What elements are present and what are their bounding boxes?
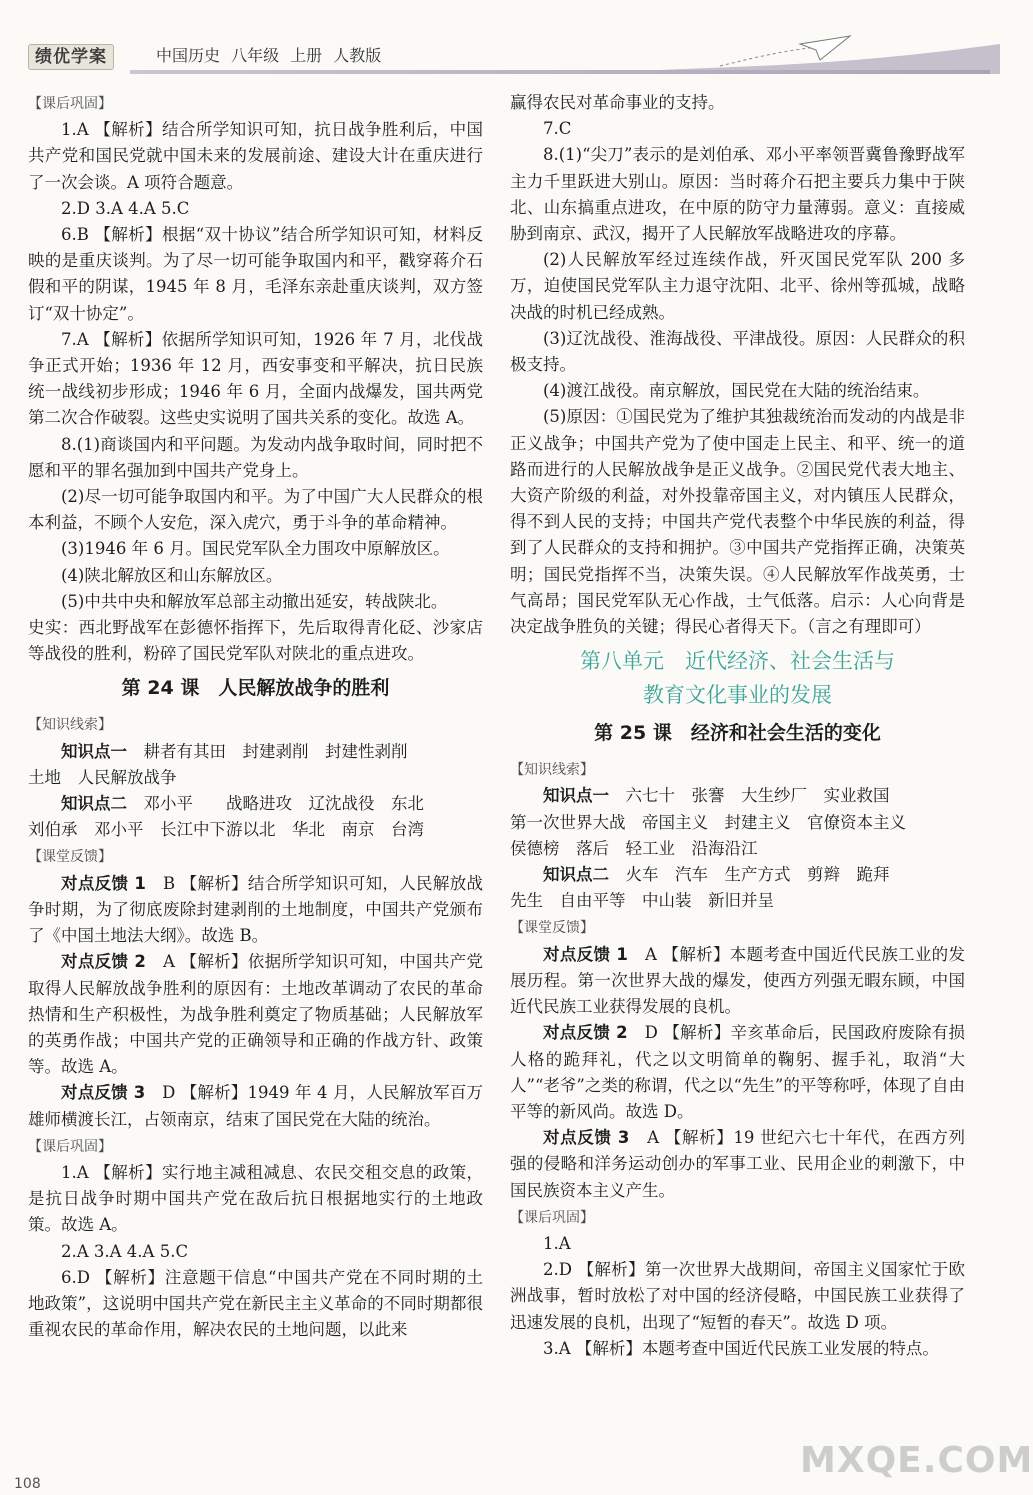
knowledge-point bbox=[510, 862, 965, 888]
feedback-label: 对点反馈 1 bbox=[543, 944, 628, 964]
answer-item: 1.A bbox=[543, 1233, 571, 1253]
knowledge-point-cont: 刘伯承 邓小平 长江中下游以北 华北 南京 台湾 bbox=[28, 820, 424, 840]
answer-item: 2.D 【解析】第一次世界大战期间，帝国主义国家忙于欧洲战事，暂时放松了对中国的经济侵略，中国民族工业获得了迅速发展的良机，出现了“短暂的春天”。故选 D 项。 bbox=[510, 1260, 965, 1332]
answer-item: 2.D 3.A 4.A 5.C bbox=[61, 198, 190, 218]
feedback-label: 对点反馈 3 bbox=[543, 1128, 630, 1148]
feedback-item bbox=[28, 871, 483, 950]
watermark: MXQE.COM bbox=[800, 1440, 1033, 1481]
section-tag: 【课后巩固】 bbox=[28, 1138, 112, 1155]
knowledge-point-cont: 先生 自由平等 中山装 新旧并呈 bbox=[510, 891, 774, 911]
kp-text: 六七十 张謇 大生纱厂 实业救国 bbox=[625, 786, 890, 806]
unit-title bbox=[510, 644, 965, 712]
knowledge-point-cont: 侯德榜 落后 轻工业 沿海沿江 bbox=[510, 838, 758, 858]
section-tag: 【课后巩固】 bbox=[510, 1209, 594, 1226]
feedback-label: 对点反馈 3 bbox=[61, 1083, 146, 1103]
answer-item: 史实：西北野战军在彭德怀指挥下，先后取得青化砭、沙家店等战役的胜利，粉碎了国民党军队对陕北的重点进攻。 bbox=[28, 618, 483, 664]
answer-item: 7.A 【解析】依据所学知识可知，1926 年 7 月，北伐战争正式开始；1936 年 12 月，西安事变和平解决，抗日民族统一战线初步形成；1946 年 6 月，全面内战爆发，国共两党第二次合作破裂。这些史实说明了国共关系的变化。故选 A。 bbox=[28, 329, 483, 428]
section-tag: 【课堂反馈】 bbox=[28, 849, 112, 866]
paper-plane-icon bbox=[660, 36, 1000, 74]
kp-label: 知识点二 bbox=[61, 794, 127, 814]
feedback-item bbox=[28, 1080, 483, 1132]
feedback-label: 对点反馈 2 bbox=[543, 1023, 628, 1043]
feedback-label: 对点反馈 1 bbox=[61, 873, 146, 893]
answer-item: (2)尽一切可能争取国内和平。为了中国广大人民群众的根本利益，不顾个人安危，深入虎穴，勇于斗争的革命精神。 bbox=[28, 487, 483, 533]
answer-item: 6.B 【解析】根据“双十协议”结合所学知识可知，材料反映的是重庆谈判。为了尽一切可能争取国内和平，戳穿蒋介石假和平的阴谋，1945 年 8 月，毛泽东亲赴重庆谈判，双方签订“双十协定”。 bbox=[28, 225, 483, 323]
answer-item: 8.(1)商谈国内和平问题。为发动内战争取时间，同时把不愿和平的罪名强加到中国共产党身上。 bbox=[28, 434, 483, 480]
feedback-item bbox=[510, 1125, 965, 1204]
feedback-item bbox=[510, 942, 965, 1021]
knowledge-point bbox=[28, 791, 483, 817]
answer-item: 1.A 【解析】实行地主减租减息、农民交租交息的政策，是抗日战争时期中国共产党在敌后抗日根据地实行的土地政策。故选 A。 bbox=[28, 1162, 483, 1235]
answer-item: (4)陕北解放区和山东解放区。 bbox=[61, 565, 283, 585]
knowledge-point bbox=[28, 739, 483, 765]
answer-item: 1.A 【解析】结合所学知识可知，抗日战争胜利后，中国共产党和国民党就中国未来的发展前途、建设大计在重庆进行了一次会谈。A 项符合题意。 bbox=[28, 120, 483, 192]
answer-item: 2.A 3.A 4.A 5.C bbox=[61, 1241, 189, 1261]
feedback-item bbox=[28, 949, 483, 1080]
answer-item: 3.A 【解析】本题考查中国近代民族工业发展的特点。 bbox=[543, 1338, 939, 1358]
knowledge-point-cont: 第一次世界大战 帝国主义 封建主义 官僚资本主义 bbox=[510, 812, 906, 832]
unit-title-line: 第八单元 近代经济、社会生活与 bbox=[580, 649, 895, 674]
feedback-text: A 【解析】依据所学知识可知，中国共产党取得人民解放战争胜利的原因有：土地改革调动了农民的革命热情和生产积极性，为战争胜利奠定了物质基础；人民解放军的英勇作战；中国共产党的正确领导和正确的作战方针、政策等。故选 A。 bbox=[28, 952, 484, 1077]
knowledge-point bbox=[510, 783, 965, 809]
unit-title-line: 教育文化事业的发展 bbox=[643, 683, 832, 708]
feedback-label: 对点反馈 2 bbox=[61, 952, 146, 972]
kp-label: 知识点一 bbox=[61, 741, 127, 761]
feedback-text: B 【解析】结合所学知识可知，人民解放战争时期，为了彻底废除封建剥削的土地制度，中国共产党颁布了《中国土地法大纲》。故选 B。 bbox=[28, 873, 484, 946]
knowledge-point-cont: 土地 人民解放战争 bbox=[28, 767, 177, 787]
answer-item: (3)辽沈战役、淮海战役、平津战役。原因：人民群众的积极支持。 bbox=[510, 328, 965, 375]
left-column bbox=[28, 90, 483, 1343]
feedback-text: D 【解析】辛亥革命后，民国政府废除有损人格的跪拜礼，代之以文明简单的鞠躬、握手礼，取消“大人”“老爷”之类的称谓，代之以“先生”的平等称呼，体现了自由平等的新风尚。故选 D。 bbox=[510, 1023, 965, 1121]
right-column bbox=[510, 90, 965, 1362]
answer-item: 8.(1)“尖刀”表示的是刘伯承、邓小平率领晋冀鲁豫野战军主力千里跃进大别山。原因：当时蒋介石把主要兵力集中于陕北、山东搞重点进攻，在中原的防守力量薄弱。意义：直接威胁到南京、武汉，揭开了人民解放军战略进攻的序幕。 bbox=[510, 145, 965, 244]
lesson-title: 第 25 课 经济和社会生活的变化 bbox=[594, 722, 881, 745]
answer-item: (2)人民解放军经过连续作战，歼灭国民党军队 200 多万，迫使国民党军队主力退守沈阳、北平、徐州等孤城，战略决战的时机已经成熟。 bbox=[510, 250, 965, 322]
answer-item: (5)中共中央和解放军总部主动撤出延安，转战陕北。 bbox=[61, 591, 448, 611]
header-band bbox=[130, 70, 990, 74]
kp-text: 耕者有其田 封建剥削 封建性剥削 bbox=[143, 741, 408, 761]
feedback-text: A 【解析】本题考查中国近代民族工业的发展历程。第一次世界大战的爆发，使西方列强无暇东顾，中国近代民族工业获得发展的良机。 bbox=[510, 944, 966, 1017]
kp-label: 知识点二 bbox=[543, 865, 609, 885]
kp-label: 知识点一 bbox=[543, 786, 609, 806]
kp-text: 邓小平 战略进攻 辽沈战役 东北 bbox=[143, 794, 424, 814]
section-tag: 【知识线索】 bbox=[510, 762, 594, 779]
feedback-text: A 【解析】19 世纪六七十年代，在西方列强的侵略和洋务运动创办的军事工业、民用企业的刺激下，中国民族资本主义产生。 bbox=[510, 1128, 966, 1200]
book-subject: 中国历史 八年级 上册 人教版 bbox=[156, 46, 382, 65]
answer-item: (4)渡江战役。南京解放，国民党在大陆的统治结束。 bbox=[543, 381, 930, 401]
answer-item: 7.C bbox=[543, 119, 572, 139]
lesson-title: 第 24 课 人民解放战争的胜利 bbox=[121, 677, 390, 700]
feedback-text: D 【解析】1949 年 4 月，人民解放军百万雄师横渡长江，占领南京，结束了国民党在大陆的统治。 bbox=[28, 1083, 484, 1129]
section-tag: 【课堂反馈】 bbox=[510, 920, 594, 937]
series-logo: 绩优学案 bbox=[28, 44, 114, 70]
answer-item: (3)1946 年 6 月。国民党军队全力围攻中原解放区。 bbox=[61, 539, 450, 559]
answer-item: 赢得农民对革命事业的支持。 bbox=[510, 93, 725, 112]
section-tag: 【知识线索】 bbox=[28, 717, 112, 734]
page-number: 108 bbox=[14, 1476, 41, 1492]
answer-item: 6.D 【解析】注意题干信息“中国共产党在不同时期的土地政策”，这说明中国共产党在新民主主义革命的不同时期都很重视农民的革命作用，解决农民的土地问题，以此来 bbox=[28, 1267, 483, 1340]
feedback-item bbox=[510, 1020, 965, 1125]
kp-text: 火车 汽车 生产方式 剪辫 跪拜 bbox=[625, 865, 890, 885]
section-tag: 【课后巩固】 bbox=[28, 96, 112, 112]
page-header bbox=[0, 0, 1000, 78]
answer-item: (5)原因：①国民党为了维护其独裁统治而发动的内战是非正义战争；中国共产党为了使中国走上民主、和平、统一的道路而进行的人民解放战争是正义战争。②国民党代表大地主、大资产阶级的利益，对外投靠帝国主义，对内镇压人民群众，得不到人民的支持；中国共产党代表整个中华民族的利益，得到了人民群众的支持和拥护。③中国共产党指挥正确，决策英明；国民党指挥不当，决策失误。④人民解放军作战英勇，士气高昂；国民党军队无心作战，士气低落。启示：人心向背是决定战争胜负的关键；得民心者得天下。（言之有理即可） bbox=[510, 407, 965, 637]
